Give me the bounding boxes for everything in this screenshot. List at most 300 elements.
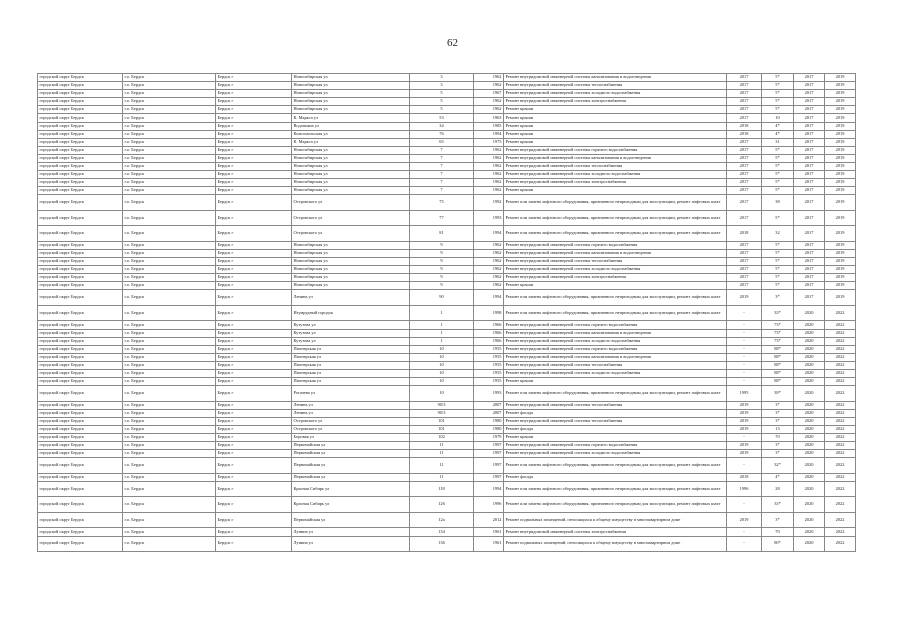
cell-build-year: 2007: [474, 401, 504, 409]
table-row: [38, 106, 856, 114]
cell-wear-percent: 5*: [762, 146, 794, 154]
cell-build-year: 1962: [474, 250, 504, 258]
cell-plan-start-year: 2017: [794, 282, 825, 290]
cell-wear-percent: 4*: [762, 122, 794, 130]
cell-settlement: Бердск г: [216, 337, 292, 345]
cell-work-type: Ремонт внутридомовой инженерной системы холодного водоснабжения: [504, 266, 727, 274]
cell-house-number: 75: [410, 195, 474, 211]
cell-last-repair-year: 2019: [727, 401, 762, 409]
cell-street: Комсомольская ул: [292, 130, 410, 138]
cell-plan-end-year: 2019: [825, 210, 856, 226]
cell-plan-end-year: 2022: [825, 329, 856, 337]
cell-district: г.о. Бердск: [123, 258, 216, 266]
cell-plan-end-year: 2019: [825, 226, 856, 242]
cell-plan-end-year: 2022: [825, 345, 856, 353]
cell-wear-percent: 3*: [762, 417, 794, 425]
cell-plan-start-year: 2017: [794, 210, 825, 226]
cell-work-type: Ремонт внутридомовой инженерной системы теплоснабжения: [504, 361, 727, 369]
cell-street: Пионерская ул: [292, 361, 410, 369]
cell-work-type: Ремонт внутридомовой инженерной системы холодного водоснабжения: [504, 370, 727, 378]
cell-plan-end-year: 2022: [825, 386, 856, 402]
cell-district: г.о. Бердск: [123, 154, 216, 162]
cell-plan-start-year: 2017: [794, 171, 825, 179]
table-row: [38, 90, 856, 98]
cell-plan-start-year: 2017: [794, 163, 825, 171]
cell-municipality: городской округ Бердск: [38, 146, 123, 154]
cell-plan-start-year: 2020: [794, 536, 825, 552]
cell-wear-percent: 5*: [762, 90, 794, 98]
cell-house-number: 11: [410, 458, 474, 474]
cell-plan-end-year: 2022: [825, 450, 856, 458]
cell-municipality: городской округ Бердск: [38, 226, 123, 242]
cell-municipality: городской округ Бердск: [38, 195, 123, 211]
cell-wear-percent: 5*: [762, 163, 794, 171]
cell-wear-percent: 5*: [762, 266, 794, 274]
table-row: [38, 250, 856, 258]
cell-build-year: 1962: [474, 74, 504, 82]
cell-district: г.о. Бердск: [123, 528, 216, 536]
cell-house-number: 53: [410, 114, 474, 122]
table-row: [38, 353, 856, 361]
cell-build-year: 1980: [474, 417, 504, 425]
cell-wear-percent: 88*: [762, 345, 794, 353]
cell-municipality: городской округ Бердск: [38, 171, 123, 179]
cell-build-year: 1967: [474, 90, 504, 98]
cell-wear-percent: 5*: [762, 241, 794, 249]
cell-wear-percent: 31: [762, 138, 794, 146]
cell-settlement: Бердск г: [216, 426, 292, 434]
cell-plan-end-year: 2022: [825, 442, 856, 450]
cell-wear-percent: 73*: [762, 329, 794, 337]
cell-plan-start-year: 2020: [794, 497, 825, 513]
cell-district: г.о. Бердск: [123, 130, 216, 138]
table-row: [38, 241, 856, 249]
cell-last-repair-year: 2017: [727, 146, 762, 154]
cell-settlement: Бердск г: [216, 353, 292, 361]
cell-work-type: Ремонт внутридомовой инженерной системы канализования и водоотведения: [504, 250, 727, 258]
cell-district: г.о. Бердск: [123, 266, 216, 274]
cell-district: г.о. Бердск: [123, 434, 216, 442]
cell-plan-start-year: 2017: [794, 74, 825, 82]
cell-street: Пионерская ул: [292, 370, 410, 378]
table-row: [38, 450, 856, 458]
cell-plan-end-year: 2019: [825, 98, 856, 106]
cell-street: К. Маркса ул: [292, 138, 410, 146]
cell-municipality: городской округ Бердск: [38, 401, 123, 409]
cell-house-number: 1: [410, 337, 474, 345]
cell-last-repair-year: 1995: [727, 386, 762, 402]
cell-work-type: Ремонт внутридомовой инженерной системы теплоснабжения: [504, 82, 727, 90]
table-row: [38, 481, 856, 497]
cell-plan-end-year: 2019: [825, 130, 856, 138]
cell-wear-percent: 88*: [762, 370, 794, 378]
cell-settlement: Бердск г: [216, 98, 292, 106]
table-row: [38, 130, 856, 138]
cell-settlement: Бердск г: [216, 378, 292, 386]
cell-build-year: 1955: [474, 353, 504, 361]
cell-street: Рогачева ул: [292, 386, 410, 402]
cell-work-type: Ремонт внутридомовой инженерной системы теплоснабжения: [504, 258, 727, 266]
table-row: [38, 370, 856, 378]
cell-municipality: городской округ Бердск: [38, 266, 123, 274]
cell-plan-start-year: 2017: [794, 187, 825, 195]
cell-municipality: городской округ Бердск: [38, 74, 123, 82]
table-row: [38, 473, 856, 481]
cell-plan-start-year: 2017: [794, 195, 825, 211]
cell-build-year: 1962: [474, 146, 504, 154]
cell-last-repair-year: 2017: [727, 138, 762, 146]
cell-work-type: Ремонт или замена лифтового оборудования, признанного непригодным для эксплуатации, ремонт лифтовых шахт: [504, 290, 727, 306]
cell-work-type: Ремонт внутридомовой инженерной системы горячего водоснабжения: [504, 241, 727, 249]
cell-municipality: городской округ Бердск: [38, 450, 123, 458]
cell-plan-end-year: 2022: [825, 528, 856, 536]
cell-plan-start-year: 2020: [794, 417, 825, 425]
cell-plan-start-year: 2020: [794, 361, 825, 369]
cell-work-type: Ремонт внутридомовой инженерной системы канализования и водоотведения: [504, 74, 727, 82]
cell-municipality: городской округ Бердск: [38, 179, 123, 187]
cell-plan-start-year: 2017: [794, 226, 825, 242]
table-row: [38, 258, 856, 266]
cell-wear-percent: 70: [762, 528, 794, 536]
cell-street: Красная Сибирь ул: [292, 481, 410, 497]
cell-municipality: городской округ Бердск: [38, 241, 123, 249]
cell-work-type: Ремонт внутридомовой инженерной системы теплоснабжения: [504, 163, 727, 171]
cell-house-number: 10: [410, 361, 474, 369]
cell-district: г.о. Бердск: [123, 282, 216, 290]
cell-house-number: 5: [410, 90, 474, 98]
cell-wear-percent: 10: [762, 114, 794, 122]
cell-settlement: Бердск г: [216, 450, 292, 458]
cell-settlement: Бердск г: [216, 274, 292, 282]
cell-build-year: 1962: [474, 163, 504, 171]
cell-build-year: 1955: [474, 361, 504, 369]
cell-municipality: городской округ Бердск: [38, 378, 123, 386]
cell-work-type: Ремонт внутридомовой инженерной системы горячего водоснабжения: [504, 345, 727, 353]
cell-build-year: 1980: [474, 426, 504, 434]
table-row: [38, 274, 856, 282]
cell-wear-percent: 3*: [762, 512, 794, 528]
cell-last-repair-year: 2019: [727, 426, 762, 434]
cell-last-repair-year: -: [727, 305, 762, 321]
cell-last-repair-year: 2017: [727, 179, 762, 187]
cell-plan-end-year: 2019: [825, 114, 856, 122]
cell-house-number: 5: [410, 98, 474, 106]
cell-street: Лунина ул: [292, 536, 410, 552]
cell-last-repair-year: -: [727, 353, 762, 361]
cell-plan-start-year: 2020: [794, 450, 825, 458]
cell-house-number: 3: [410, 82, 474, 90]
cell-wear-percent: 70: [762, 434, 794, 442]
cell-house-number: 5: [410, 106, 474, 114]
cell-district: г.о. Бердск: [123, 98, 216, 106]
cell-wear-percent: 5*: [762, 98, 794, 106]
cell-settlement: Бердск г: [216, 282, 292, 290]
cell-street: Красная Сибирь ул: [292, 497, 410, 513]
cell-plan-start-year: 2017: [794, 258, 825, 266]
cell-district: г.о. Бердск: [123, 171, 216, 179]
cell-district: г.о. Бердск: [123, 179, 216, 187]
table-row: [38, 210, 856, 226]
cell-work-type: Ремонт крыши: [504, 434, 727, 442]
page-number: 62: [447, 37, 458, 49]
cell-build-year: 1979: [474, 434, 504, 442]
table-row: [38, 74, 856, 82]
cell-plan-start-year: 2020: [794, 481, 825, 497]
cell-wear-percent: 5*: [762, 179, 794, 187]
cell-municipality: городской округ Бердск: [38, 528, 123, 536]
cell-build-year: 2012: [474, 512, 504, 528]
cell-wear-percent: 88*: [762, 353, 794, 361]
cell-build-year: 1966: [474, 321, 504, 329]
cell-work-type: Ремонт или замена лифтового оборудования, признанного непригодным для эксплуатации, ремонт лифтовых шахт: [504, 226, 727, 242]
cell-plan-end-year: 2019: [825, 74, 856, 82]
cell-build-year: 1966: [474, 329, 504, 337]
cell-plan-start-year: 2020: [794, 528, 825, 536]
cell-plan-end-year: 2019: [825, 122, 856, 130]
cell-district: г.о. Бердск: [123, 290, 216, 306]
cell-municipality: городской округ Бердск: [38, 106, 123, 114]
table-row: [38, 442, 856, 450]
cell-last-repair-year: 1996: [727, 481, 762, 497]
cell-plan-start-year: 2020: [794, 378, 825, 386]
cell-last-repair-year: 2017: [727, 266, 762, 274]
cell-settlement: Бердск г: [216, 481, 292, 497]
cell-street: Новосибирская ул: [292, 250, 410, 258]
cell-settlement: Бердск г: [216, 409, 292, 417]
cell-wear-percent: 5*: [762, 154, 794, 162]
cell-district: г.о. Бердск: [123, 512, 216, 528]
cell-work-type: Ремонт или замена лифтового оборудования, признанного непригодным для эксплуатации, ремонт лифтовых шахт: [504, 386, 727, 402]
cell-work-type: Ремонт внутридомовой инженерной системы электроснабжения: [504, 98, 727, 106]
cell-house-number: 90/3: [410, 409, 474, 417]
cell-street: Новосибирская ул: [292, 74, 410, 82]
cell-last-repair-year: -: [727, 370, 762, 378]
cell-plan-start-year: 2020: [794, 337, 825, 345]
cell-street: Островского ул: [292, 426, 410, 434]
table-row: [38, 114, 856, 122]
cell-last-repair-year: 2017: [727, 258, 762, 266]
cell-work-type: Ремонт крыши: [504, 130, 727, 138]
cell-street: Ленина ул: [292, 401, 410, 409]
cell-plan-start-year: 2017: [794, 130, 825, 138]
cell-work-type: Ремонт внутридомовой инженерной системы электроснабжения: [504, 274, 727, 282]
cell-house-number: 90/3: [410, 401, 474, 409]
cell-street: К. Маркса ул: [292, 114, 410, 122]
cell-municipality: городской округ Бердск: [38, 305, 123, 321]
cell-house-number: 9: [410, 266, 474, 274]
cell-district: г.о. Бердск: [123, 481, 216, 497]
cell-wear-percent: 5*: [762, 187, 794, 195]
cell-street: Новосибирская ул: [292, 258, 410, 266]
cell-district: г.о. Бердск: [123, 450, 216, 458]
cell-district: г.о. Бердск: [123, 90, 216, 98]
cell-last-repair-year: -: [727, 329, 762, 337]
table-row: [38, 146, 856, 154]
cell-district: г.о. Бердск: [123, 378, 216, 386]
cell-settlement: Бердск г: [216, 473, 292, 481]
cell-last-repair-year: 2017: [727, 154, 762, 162]
cell-last-repair-year: 2017: [727, 187, 762, 195]
cell-build-year: 1994: [474, 481, 504, 497]
cell-work-type: Ремонт внутридомовой инженерной системы канализования и водоотведения: [504, 329, 727, 337]
cell-municipality: городской округ Бердск: [38, 497, 123, 513]
cell-municipality: городской округ Бердск: [38, 536, 123, 552]
cell-plan-end-year: 2019: [825, 241, 856, 249]
table-row: [38, 138, 856, 146]
cell-street: Кутузова ул: [292, 329, 410, 337]
table-row: [38, 282, 856, 290]
cell-work-type: Ремонт крыши: [504, 114, 727, 122]
cell-last-repair-year: 2019: [727, 442, 762, 450]
cell-municipality: городской округ Бердск: [38, 258, 123, 266]
cell-street: Новосибирская ул: [292, 90, 410, 98]
cell-build-year: 1962: [474, 274, 504, 282]
table-row: [38, 417, 856, 425]
cell-last-repair-year: -: [727, 536, 762, 552]
cell-build-year: 1996: [474, 497, 504, 513]
cell-last-repair-year: 2018: [727, 226, 762, 242]
cell-house-number: 10: [410, 378, 474, 386]
cell-plan-start-year: 2017: [794, 138, 825, 146]
cell-work-type: Ремонт внутридомовой инженерной системы холодного водоснабжения: [504, 337, 727, 345]
cell-municipality: городской округ Бердск: [38, 90, 123, 98]
cell-municipality: городской округ Бердск: [38, 361, 123, 369]
cell-settlement: Бердск г: [216, 187, 292, 195]
table-row: [38, 226, 856, 242]
cell-plan-start-year: 2017: [794, 82, 825, 90]
cell-build-year: 1955: [474, 370, 504, 378]
cell-street: Ленина ул: [292, 409, 410, 417]
cell-plan-start-year: 2020: [794, 305, 825, 321]
cell-plan-end-year: 2019: [825, 266, 856, 274]
cell-district: г.о. Бердск: [123, 187, 216, 195]
cell-plan-start-year: 2017: [794, 266, 825, 274]
cell-plan-end-year: 2022: [825, 370, 856, 378]
cell-settlement: Бердск г: [216, 179, 292, 187]
cell-district: г.о. Бердск: [123, 345, 216, 353]
cell-work-type: Ремонт внутридомовой инженерной системы теплоснабжения: [504, 417, 727, 425]
cell-wear-percent: 3*: [762, 409, 794, 417]
cell-municipality: городской округ Бердск: [38, 138, 123, 146]
cell-plan-end-year: 2022: [825, 536, 856, 552]
cell-district: г.о. Бердск: [123, 536, 216, 552]
cell-municipality: городской округ Бердск: [38, 321, 123, 329]
cell-wear-percent: 5*: [762, 74, 794, 82]
cell-wear-percent: 28: [762, 481, 794, 497]
cell-plan-start-year: 2020: [794, 370, 825, 378]
cell-municipality: городской округ Бердск: [38, 337, 123, 345]
cell-wear-percent: 73*: [762, 337, 794, 345]
cell-plan-end-year: 2019: [825, 82, 856, 90]
cell-build-year: 1994: [474, 290, 504, 306]
cell-street: Новосибирская ул: [292, 187, 410, 195]
cell-last-repair-year: 2017: [727, 74, 762, 82]
cell-house-number: 7: [410, 187, 474, 195]
cell-last-repair-year: 2019: [727, 409, 762, 417]
cell-plan-start-year: 2017: [794, 146, 825, 154]
cell-house-number: 118: [410, 481, 474, 497]
cell-build-year: 1955: [474, 345, 504, 353]
cell-work-type: Ремонт или замена лифтового оборудования, признанного непригодным для эксплуатации, ремонт лифтовых шахт: [504, 305, 727, 321]
cell-street: Первомайская ул: [292, 473, 410, 481]
cell-house-number: 126: [410, 497, 474, 513]
cell-plan-end-year: 2019: [825, 146, 856, 154]
cell-wear-percent: 33*: [762, 305, 794, 321]
cell-street: Боровая ул: [292, 434, 410, 442]
cell-settlement: Бердск г: [216, 114, 292, 122]
cell-build-year: 1975: [474, 138, 504, 146]
cell-house-number: 81: [410, 226, 474, 242]
cell-last-repair-year: 2017: [727, 210, 762, 226]
cell-district: г.о. Бердск: [123, 409, 216, 417]
cell-district: г.о. Бердск: [123, 337, 216, 345]
cell-municipality: городской округ Бердск: [38, 426, 123, 434]
cell-plan-end-year: 2022: [825, 378, 856, 386]
cell-street: Водопьяна ул: [292, 122, 410, 130]
cell-last-repair-year: -: [727, 378, 762, 386]
cell-house-number: 12а: [410, 512, 474, 528]
cell-wear-percent: 3*: [762, 450, 794, 458]
table-row: [38, 401, 856, 409]
cell-work-type: Ремонт или замена лифтового оборудования, признанного непригодным для эксплуатации, ремонт лифтовых шахт: [504, 458, 727, 474]
cell-house-number: 90: [410, 290, 474, 306]
cell-plan-end-year: 2022: [825, 361, 856, 369]
cell-plan-start-year: 2017: [794, 154, 825, 162]
table-row: [38, 329, 856, 337]
cell-street: Лунина ул: [292, 528, 410, 536]
cell-build-year: 1998: [474, 305, 504, 321]
cell-municipality: городской округ Бердск: [38, 154, 123, 162]
cell-settlement: Бердск г: [216, 250, 292, 258]
cell-last-repair-year: 2017: [727, 82, 762, 90]
cell-house-number: 10: [410, 370, 474, 378]
cell-last-repair-year: 2017: [727, 114, 762, 122]
table-row: [38, 195, 856, 211]
cell-last-repair-year: 2018: [727, 473, 762, 481]
cell-district: г.о. Бердск: [123, 241, 216, 249]
cell-last-repair-year: 2018: [727, 130, 762, 138]
cell-build-year: 1985: [474, 122, 504, 130]
cell-wear-percent: 5*: [762, 282, 794, 290]
cell-municipality: городской округ Бердск: [38, 370, 123, 378]
cell-street: Новосибирская ул: [292, 179, 410, 187]
cell-district: г.о. Бердск: [123, 74, 216, 82]
cell-plan-start-year: 2020: [794, 329, 825, 337]
cell-municipality: городской округ Бердск: [38, 353, 123, 361]
cell-street: Новосибирская ул: [292, 82, 410, 90]
cell-work-type: Ремонт внутридомовой инженерной системы электроснабжения: [504, 179, 727, 187]
cell-wear-percent: 4*: [762, 473, 794, 481]
cell-work-type: Ремонт внутридомовой инженерной системы канализования и водоотведения: [504, 353, 727, 361]
cell-work-type: Ремонт фасада: [504, 426, 727, 434]
cell-plan-start-year: 2017: [794, 106, 825, 114]
cell-last-repair-year: 2019: [727, 450, 762, 458]
cell-last-repair-year: 2017: [727, 195, 762, 211]
table-row: [38, 458, 856, 474]
cell-wear-percent: 5*: [762, 82, 794, 90]
cell-last-repair-year: -: [727, 458, 762, 474]
cell-build-year: 1962: [474, 187, 504, 195]
cell-street: Новосибирская ул: [292, 154, 410, 162]
cell-last-repair-year: -: [727, 497, 762, 513]
cell-district: г.о. Бердск: [123, 361, 216, 369]
cell-settlement: Бердск г: [216, 305, 292, 321]
cell-settlement: Бердск г: [216, 361, 292, 369]
cell-house-number: 9: [410, 258, 474, 266]
table-body: [38, 74, 856, 552]
cell-work-type: Ремонт фасада: [504, 473, 727, 481]
cell-house-number: 1: [410, 305, 474, 321]
